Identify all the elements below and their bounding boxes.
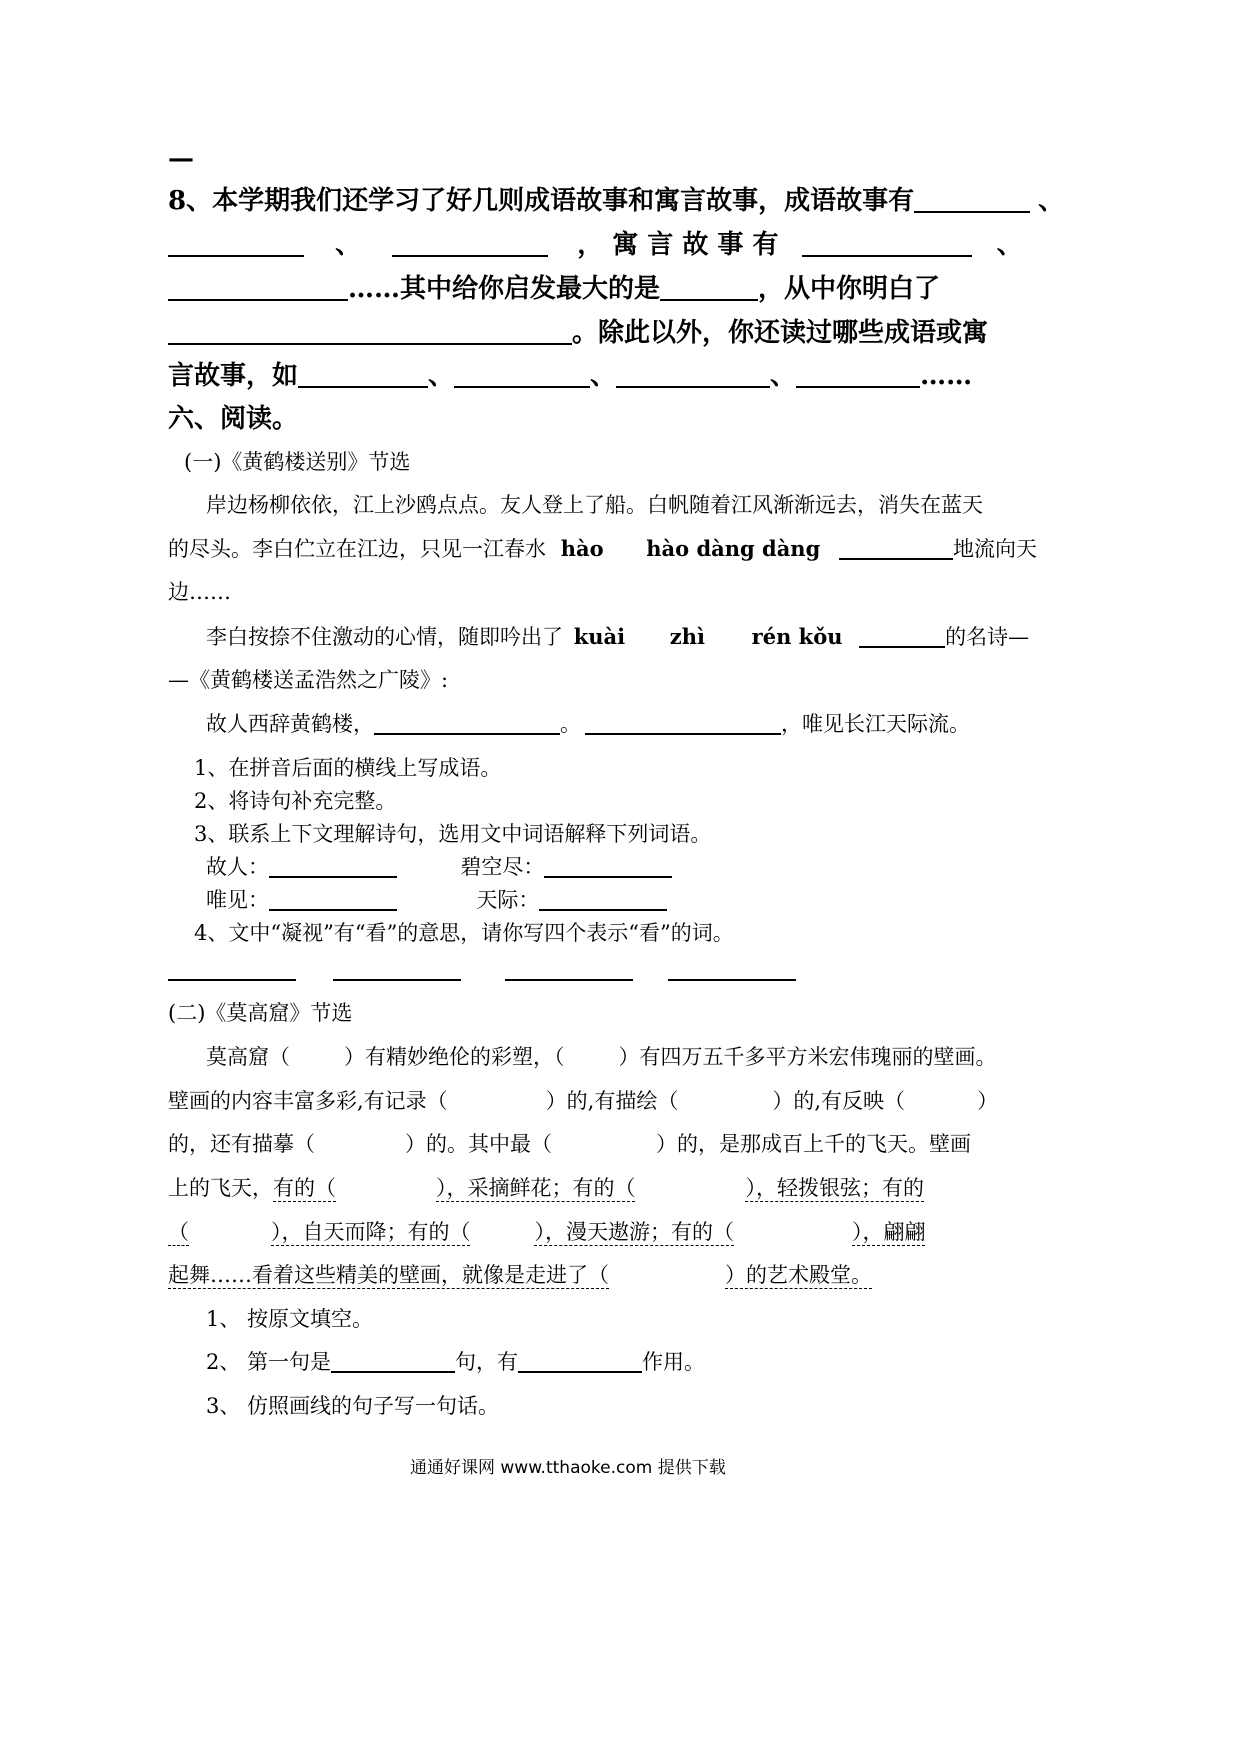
q8-text: 言故事，如 [168,361,299,391]
passage-text: ）的。其中最（ [405,1132,552,1156]
q8-line-3 [168,276,940,302]
answer-blank[interactable] [168,978,296,981]
passage-text: （ [168,1220,189,1244]
passage-text: 壁画的内容丰富多彩,有记录（ [168,1089,448,1113]
passage-1-line: 边…… [168,580,231,604]
passage-text: 起舞……看着这些精美的壁画，就像是走进了（ [168,1263,609,1287]
passage-1-title: (一)《黄鹤楼送别》节选 [184,450,411,474]
q8-text: ……其中给你启发最大的是 [348,274,661,304]
q8-text: 8、本学期我们还学习了好几则成语故事和寓言故事，成语故事有 [168,186,915,216]
passage-text: ）的,有描绘（ [545,1089,679,1113]
answer-blank[interactable] [859,645,945,648]
passage-1-line [206,626,1029,648]
question-text: 2、 第一句是 [206,1350,332,1374]
passage-2-title: (二)《莫高窟》节选 [168,1001,353,1025]
passage-text: ），自天而降；有的（ [271,1220,471,1244]
q8-line-1 [168,188,1064,214]
passage-text: ）的，是那成百上千的飞天。壁画 [656,1132,971,1156]
q8-sep: 、 [590,361,617,391]
q8-sep: 、 [996,230,1023,260]
passage-text: ），翩翩 [852,1220,926,1244]
q8-text: 。除此以外，你还读过哪些成语或寓 [572,318,989,348]
answer-blank[interactable] [539,908,667,911]
answer-blank[interactable] [298,385,428,388]
passage-1-line: —《黄鹤楼送孟浩然之广陵》: [168,668,449,692]
answer-blank[interactable] [374,732,560,735]
passage-1-question-4: 4、文中“凝视”有“看”的意思，请你写四个表示“看”的词。 [194,921,734,945]
page-footer: 通通好课网 www.tthaoke.com 提供下载 [410,1458,726,1478]
poem-line [206,714,970,735]
passage-text: ），漫天遨游；有的（ [534,1220,734,1244]
answer-blank[interactable] [168,254,304,257]
pinyin: kuài [573,624,626,649]
passage-2-line [168,1178,924,1199]
answer-blank[interactable] [660,298,758,301]
answer-blank[interactable] [796,385,920,388]
pinyin: hào [560,536,604,561]
passage-1-line: 岸边杨柳依依，江上沙鸥点点。友人登上了船。白帆随着江风渐渐远去，消失在蓝天 [206,493,983,517]
answer-blank[interactable] [616,385,770,388]
passage-1-question-2: 2、将诗句补充完整。 [194,789,397,813]
answer-blank[interactable] [269,875,397,878]
answer-blank[interactable] [914,210,1030,213]
q8-sep: 、 [335,230,362,260]
answer-blank[interactable] [518,1370,642,1373]
passage-text: 地流向天 [952,537,1037,561]
passage-2-line [168,1265,872,1286]
poem-text: 故人西辞黄鹤楼， [206,712,374,736]
passage-2-question-3: 3、 仿照画线的句子写一句话。 [206,1394,500,1418]
passage-text: 的，还有描摹（ [168,1132,315,1156]
passage-text: 莫高窟（ [206,1045,290,1069]
passage-text: 有的（ [273,1176,336,1200]
answer-blank[interactable] [331,1370,455,1373]
passage-text: 的名诗— [945,625,1030,649]
word-explain-row [206,857,672,878]
word-explain-row [206,890,667,911]
passage-2-line [168,1134,971,1155]
passage-text: ） [977,1089,999,1113]
answer-blank[interactable] [505,978,633,981]
passage-1-question-1: 1、在拼音后面的横线上写成语。 [194,756,502,780]
passage-text: ）的,有反映（ [772,1089,906,1113]
answer-blank[interactable] [802,254,972,257]
q8-line-2 [168,232,1023,258]
poem-text: 。 [560,712,581,736]
answer-blank[interactable] [585,732,781,735]
q8-sep: 、 [1038,186,1065,216]
passage-text: 上的飞天， [168,1176,273,1200]
answer-blank[interactable] [668,978,796,981]
passage-text: ），采摘鲜花；有的（ [436,1176,636,1200]
answer-blank[interactable] [392,254,548,257]
answer-blank[interactable] [333,978,461,981]
word-label: 唯见： [206,888,269,912]
answer-blank[interactable] [544,875,672,878]
q8-text: …… [920,361,973,391]
passage-text: ）有精妙绝伦的彩塑，（ [344,1045,565,1069]
passage-text: 的尽头。李白伫立在江边，只见一江春水 [168,537,546,561]
pinyin: zhì [669,624,705,649]
pinyin: rén kǒu [751,624,843,649]
q8-sep: 、 [428,361,455,391]
answer-blank[interactable] [839,557,953,560]
answer-blank[interactable] [168,342,572,345]
answer-blank[interactable] [269,908,397,911]
passage-1-line [168,538,1037,560]
word-label: 故人： [206,855,269,879]
question-text: 作用。 [642,1350,706,1374]
passage-text: ）的艺术殿堂。 [725,1263,872,1287]
question-text: 句，有 [455,1350,519,1374]
passage-text: ）有四万五千多平方米宏伟瑰丽的壁画。 [618,1045,997,1069]
top-dash: — [168,144,194,174]
passage-2-line [168,1222,926,1243]
answer-blank[interactable] [454,385,590,388]
passage-text: ），轻拨银弦；有的 [745,1176,924,1200]
section-heading: 六、阅读。 [168,404,299,434]
passage-text: 李白按捺不住激动的心情，随即吟出了 [206,625,563,649]
q8-line-5 [168,363,972,389]
word-label: 天际： [476,888,540,912]
passage-1-question-3: 3、联系上下文理解诗句，选用文中词语解释下列词语。 [194,822,712,846]
poem-text: ，唯见长江天际流。 [781,712,970,736]
passage-2-line [206,1047,997,1068]
passage-2-question-2 [206,1352,705,1373]
passage-2-question-1: 1、 按原文填空。 [206,1307,374,1331]
answer-blank[interactable] [168,298,348,301]
pinyin: hào dàng dàng [646,536,821,561]
look-words-row [168,960,796,981]
word-label: 碧空尽： [460,855,545,879]
passage-2-line [168,1091,998,1112]
q8-line-4 [168,320,988,346]
q8-sep: 、 [770,361,797,391]
q8-text: ，从中你明白了 [758,274,941,304]
q8-text: ， 寓 言 故 事 有 [577,230,779,260]
